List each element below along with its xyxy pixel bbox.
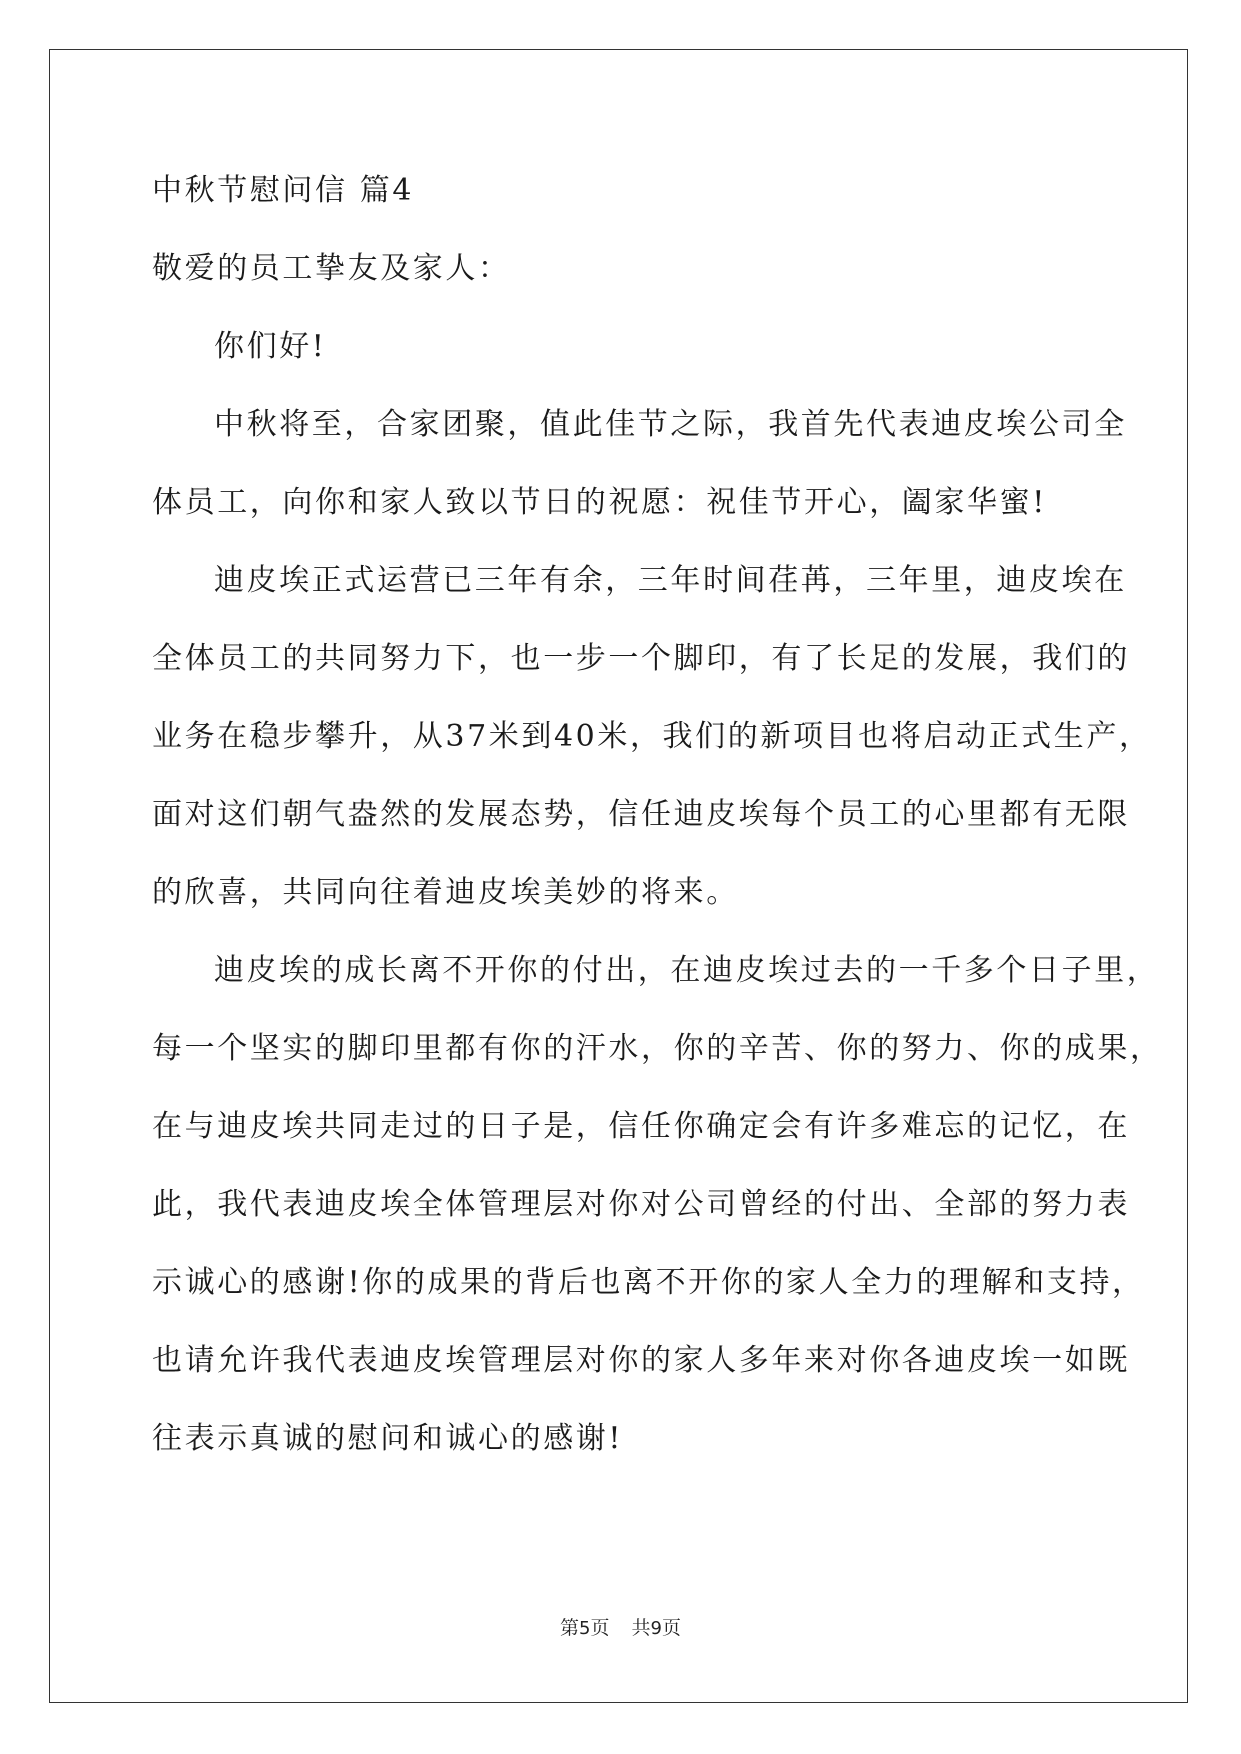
paragraph-line: 每一个坚实的脚印里都有你的汗水，你的辛苦、你的努力、你的成果， — [152, 1031, 1163, 1066]
paragraph-3 — [152, 932, 1163, 1478]
paragraph-2 — [152, 542, 1152, 932]
paragraph-line: 中秋将至，合家团聚，值此佳节之际，我首先代表迪皮埃公司全 — [214, 407, 1127, 442]
paragraph-line: 示诚心的感谢!你的成果的背后也离不开你的家人全力的理解和支持， — [152, 1265, 1145, 1300]
paragraph-line: 全体员工的共同努力下，也一步一个脚印，有了长足的发展，我们的 — [152, 641, 1130, 676]
paragraph-line: 体员工，向你和家人致以节日的祝愿：祝佳节开心，阖家华蜜! — [152, 485, 1047, 520]
total-suffix: 页 — [661, 1617, 681, 1639]
page-current: 5 — [579, 1618, 591, 1639]
total-prefix: 共 — [631, 1617, 651, 1639]
paragraph-line: 往表示真诚的慰问和诚心的感谢! — [152, 1421, 624, 1456]
document-body — [152, 152, 1163, 1478]
page-footer — [0, 1616, 1241, 1641]
page-total: 9 — [650, 1618, 662, 1639]
paragraph-line: 面对这们朝气盎然的发展态势，信任迪皮埃每个员工的心里都有无限 — [152, 797, 1130, 832]
paragraph-line: 也请允许我代表迪皮埃管理层对你的家人多年来对你各迪皮埃一如既 — [152, 1343, 1130, 1378]
paragraph-line: 此，我代表迪皮埃全体管理层对你对公司曾经的付出、全部的努力表 — [152, 1187, 1130, 1222]
paragraph-line: 迪皮埃正式运营已三年有余，三年时间荏苒，三年里，迪皮埃在 — [214, 563, 1127, 598]
paragraph-line: 在与迪皮埃共同走过的日子是，信任你确定会有许多难忘的记忆，在 — [152, 1109, 1130, 1144]
paragraph-line: 迪皮埃的成长离不开你的付出，在迪皮埃过去的一千多个日子里， — [214, 953, 1160, 988]
document-title: 中秋节慰问信 篇4 — [152, 173, 415, 208]
greeting: 你们好! — [214, 329, 327, 364]
page-prefix: 第 — [560, 1617, 580, 1639]
paragraph-line: 业务在稳步攀升，从37米到40米，我们的新项目也将启动正式生产， — [152, 719, 1152, 754]
page-mid: 页 — [590, 1617, 610, 1639]
paragraph-1 — [152, 386, 1127, 542]
paragraph-line: 的欣喜，共同向往着迪皮埃美妙的将来。 — [152, 875, 739, 910]
salutation: 敬爱的员工挚友及家人： — [152, 251, 511, 286]
